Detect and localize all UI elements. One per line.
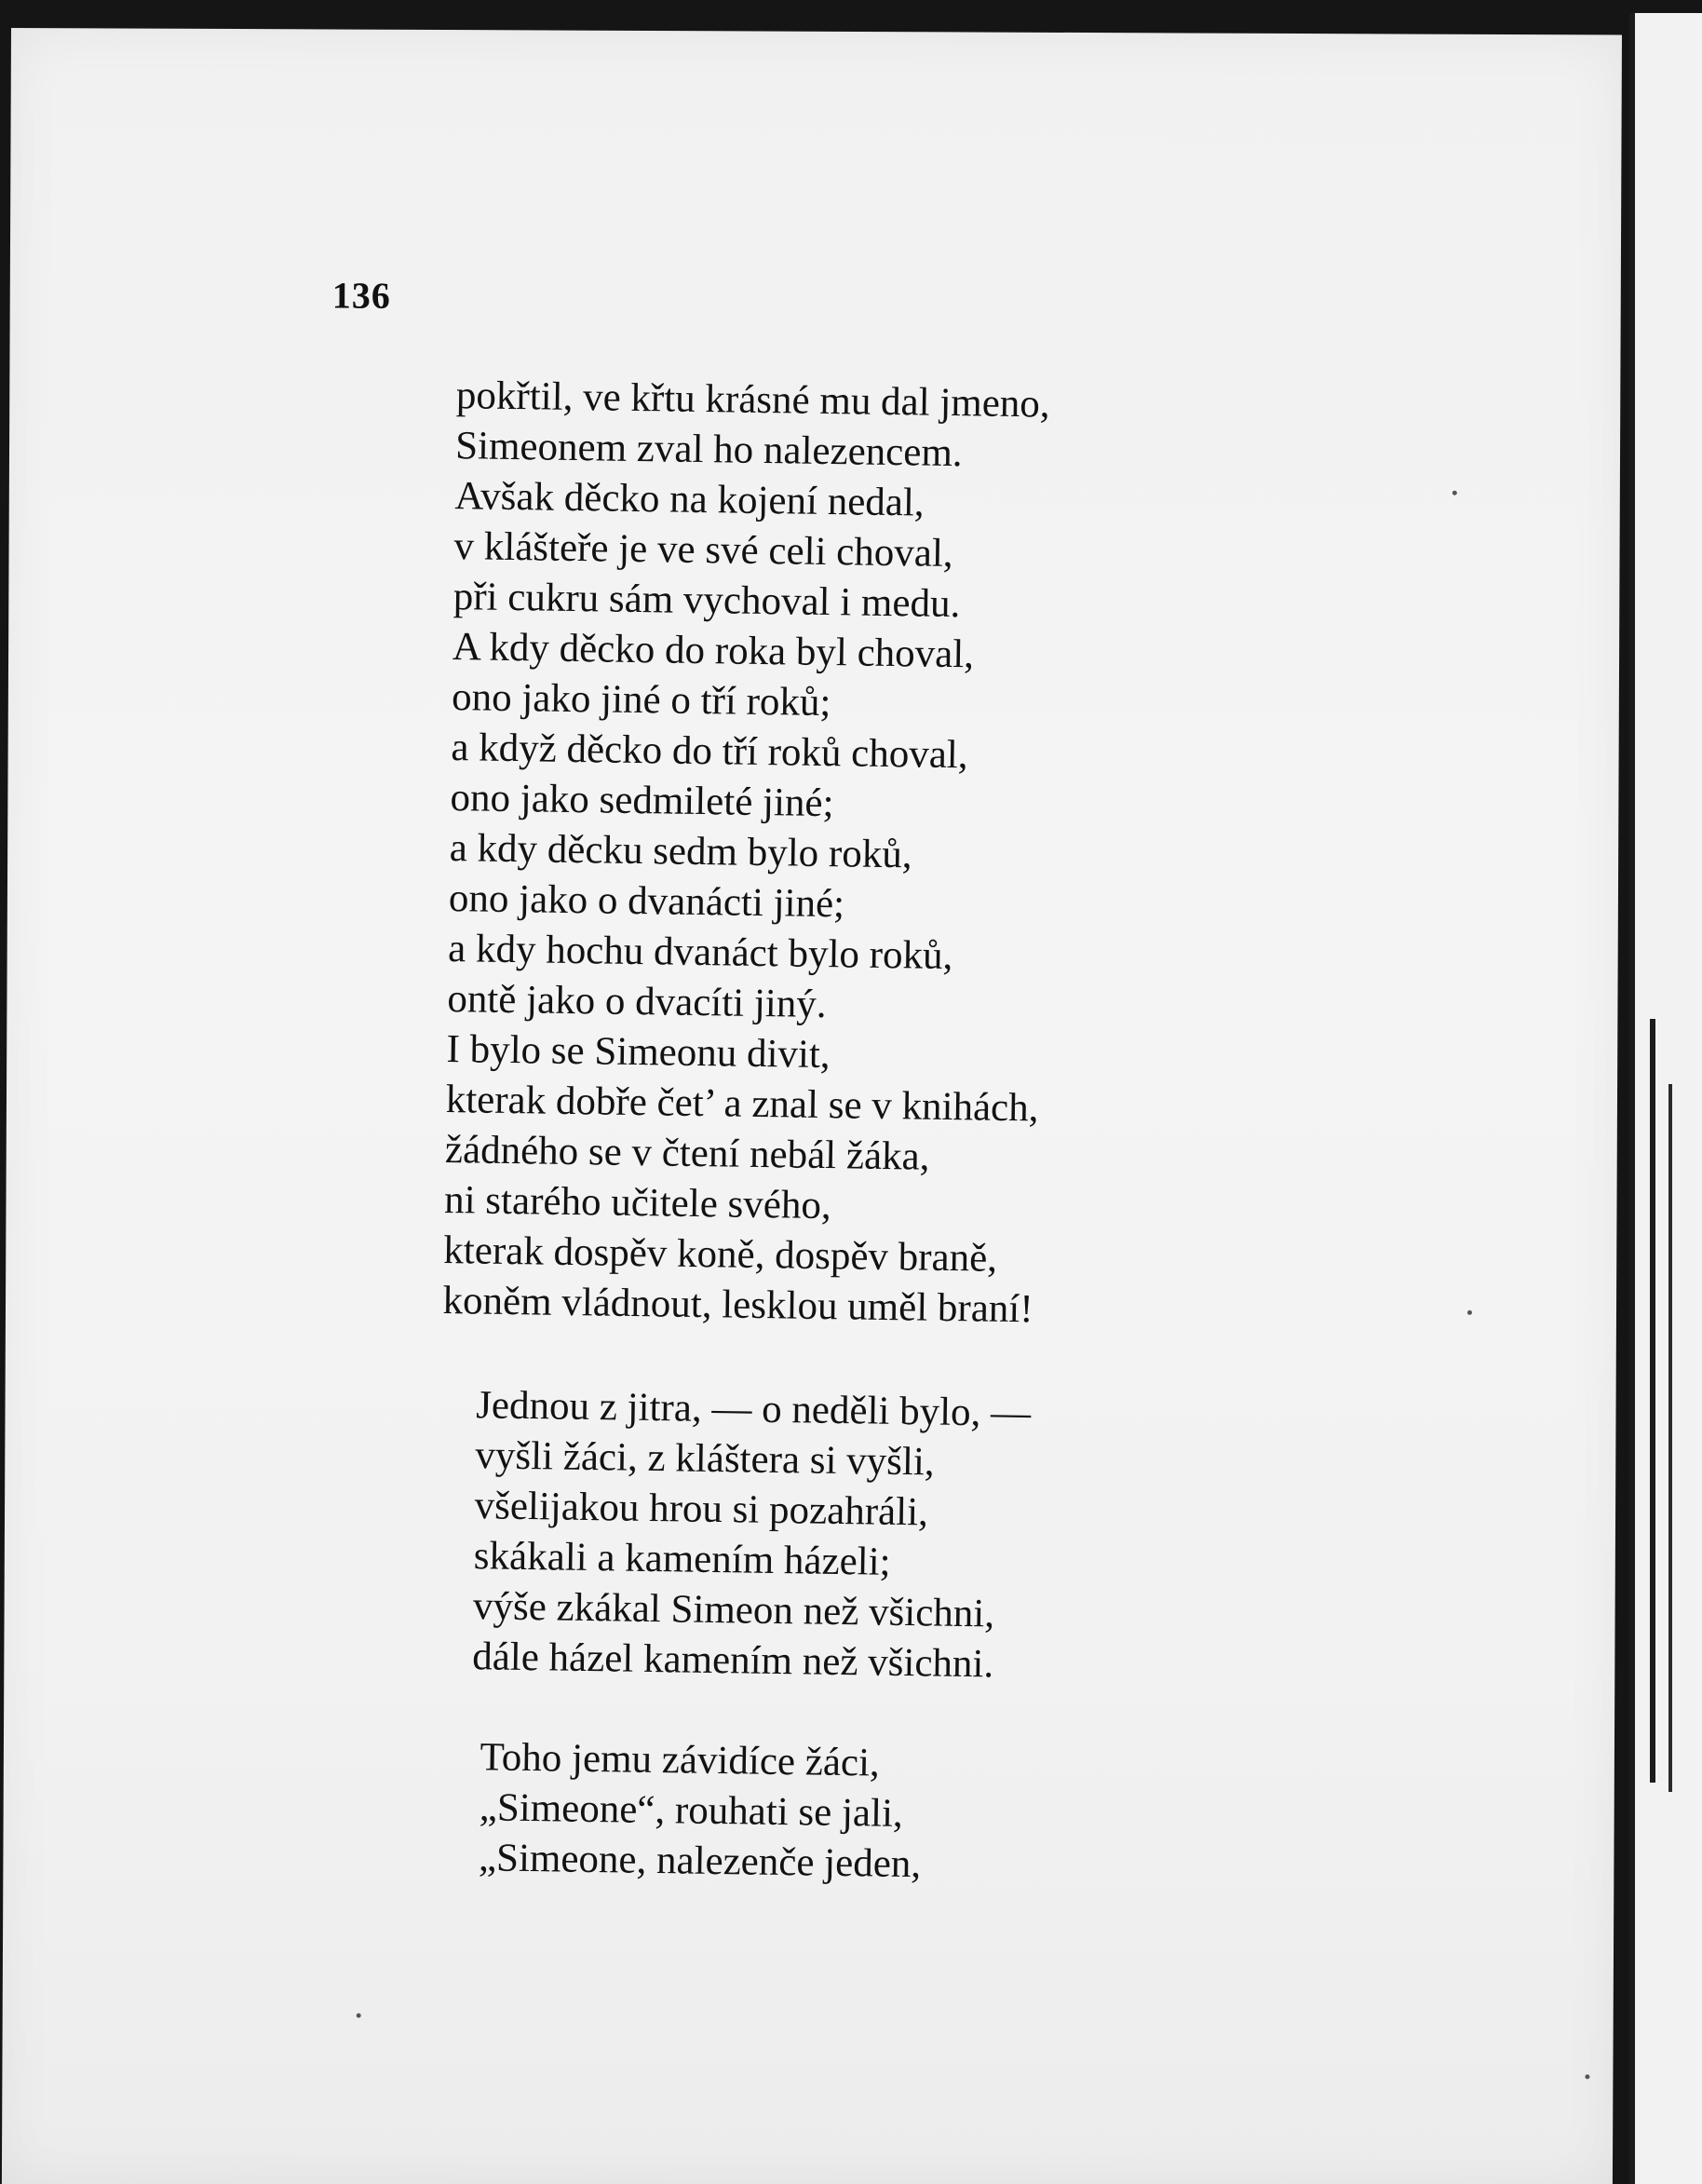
verse-line: žádného se v čtení nebál žáka, [444,1128,930,1179]
verse-line: I bylo se Simeonu divit, [446,1027,831,1078]
verse-line: ono jako o dvanácti jiné; [448,876,845,927]
verse-line: Jednou z jitra, — o neděli bylo, — [475,1383,1032,1436]
verse-line: a kdy hochu dvanáct bylo roků, [447,927,953,979]
verse-line: Avšak děcko na kojení nedal, [454,474,925,525]
page-edge-mark [1650,1019,1655,1783]
verse-line: „Simeone, nalezenče jeden, [478,1836,922,1887]
verse-line: kterak dobře čet’ a znal se v knihách, [445,1078,1039,1131]
verse-line: ontě jako o dvacíti jiný. [447,977,827,1027]
verse-line: vyšli žáci, z kláštera si vyšli, [475,1433,935,1485]
stanza [442,371,1050,1335]
verse-line: ono jako jiné o tří roků; [451,675,831,726]
page-number: 136 [331,274,391,317]
paper-speck [357,2014,361,2018]
verse-line: dále házel kamením než všichni. [471,1635,994,1687]
paper-speck [1585,2074,1589,2079]
verse-line: výše zkákal Simeon než všichni, [472,1584,995,1636]
verse-line: a kdy děcku sedm bylo roků, [449,826,912,877]
verse-line: Toho jemu závidíce žáci, [480,1735,881,1785]
verse-line: Simeonem zval ho nalezencem. [454,424,963,476]
stanza [472,1380,1032,1690]
verse-line: v klášteře je ve své celi choval, [453,524,953,577]
verse-line: při cukru sám vychoval i medu. [453,575,961,627]
verse-line: koněm vládnout, lesklou uměl braní! [442,1278,1033,1332]
verse-line: ni starého učitele svého, [443,1177,832,1228]
verse-line: skákali a kamením házeli; [473,1534,891,1584]
verse-line: všelijakou hrou si pozahráli, [474,1484,929,1535]
paper-speck [1452,491,1457,495]
verse-line: pokřtil, ve křtu krásné mu dal jmeno, [455,373,1050,427]
stanza [479,1732,924,1890]
verse-line: A kdy děcko do roka byl choval, [452,625,975,677]
paper-speck [1467,1310,1472,1315]
verse-line: kterak dospěv koně, dospěv braně, [443,1228,998,1281]
book-page [2,28,1622,2184]
verse-line: ono jako sedmileté jiné; [450,776,834,826]
verse-line: „Simeone“, rouhati se jali, [479,1785,904,1836]
adjacent-page-edge [1629,13,1702,2184]
verse-line: a když děcko do tří roků choval, [451,726,968,778]
page-edge-mark [1668,1084,1672,1792]
